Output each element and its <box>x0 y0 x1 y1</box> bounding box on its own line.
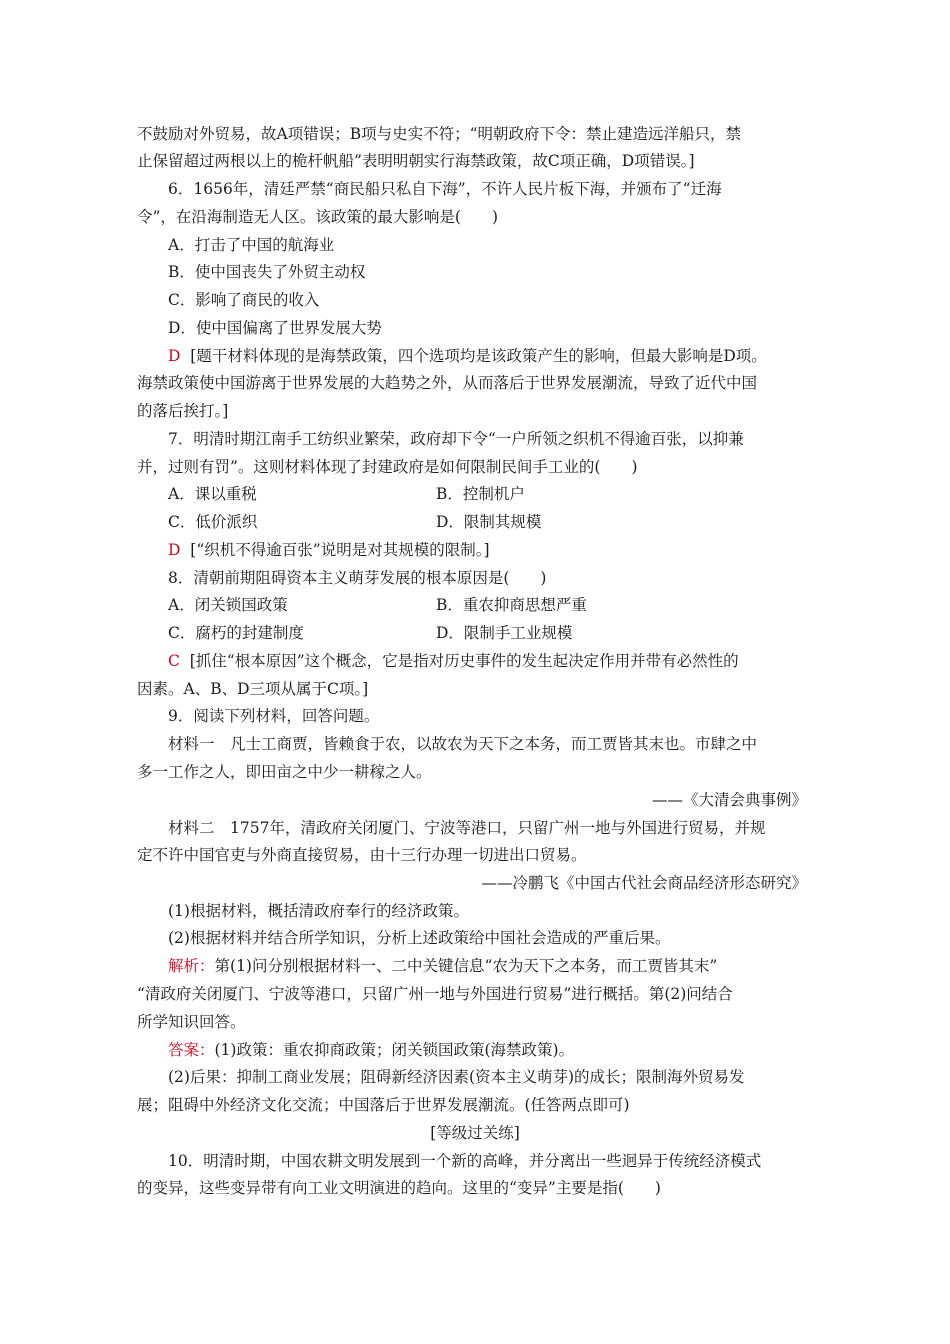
question-6-stem: 6．1656年，清廷严禁“商民船只私自下海”，不许人民片板下海，并颁布了“迁海 <box>168 180 722 198</box>
answer-line-2: (2)后果：抑制工商业发展；阻碍新经济因素(资本主义萌芽)的成长；限制海外贸易发 <box>168 1068 745 1086</box>
explanation-text: [“织机不得逾百张”说明是对其规模的限制。] <box>190 541 490 559</box>
answer-label: 答案： <box>168 1041 215 1059</box>
material-one: 材料一 凡士工商贾，皆赖食于农，以故农为天下之本务，而工贾皆其末也。市肆之中 <box>168 735 758 753</box>
analysis-text: 第(1)问分别根据材料一、二中关键信息“农为天下之本务，而工贾皆其末” <box>214 957 718 975</box>
option-a: A．课以重税 <box>168 485 257 503</box>
option-c: C．影响了商民的收入 <box>168 291 320 309</box>
text-line: 定不许中国官吏与外商直接贸易，由十三行办理一切进出口贸易。 <box>137 846 587 864</box>
answer-letter: C <box>168 652 180 670</box>
option-b: B．重农抑商思想严重 <box>436 596 587 614</box>
text-line: “清政府关闭厦门、宁波等港口，只留广州一地与外国进行贸易”进行概括。第(2)问结合 <box>137 985 733 1003</box>
text-line: 海禁政策使中国游离于世界发展的大趋势之外，从而落后于世界发展潮流，导致了近代中国 <box>137 374 758 392</box>
answer-letter: D <box>168 541 181 559</box>
analysis-line <box>168 956 848 976</box>
option-d: D．使中国偏离了世界发展大势 <box>168 319 382 337</box>
option-d: D．限制手工业规模 <box>436 624 573 642</box>
option-a: A．闭关锁国政策 <box>168 596 288 614</box>
question-10-stem: 10．明清时期，中国农耕文明发展到一个新的高峰，并分离出一些迥异于传统经济模式 <box>168 1152 762 1170</box>
explanation-line <box>168 540 848 560</box>
option-b: B．使中国丧失了外贸主动权 <box>168 263 366 281</box>
text-line: 的变异，这些变异带有向工业文明演进的趋向。这里的“变异”主要是指( ) <box>137 1179 661 1197</box>
text-line: 令”，在沿海制造无人区。该政策的最大影响是( ) <box>137 208 499 226</box>
option-d: D．限制其规模 <box>436 513 542 531</box>
explanation-text: [抓住“根本原因”这个概念，它是指对历史事件的发生起决定作用并带有必然性的 <box>189 652 739 670</box>
text-line: 的落后挨打。] <box>137 402 229 420</box>
section-heading: [等级过关练] <box>430 1124 520 1142</box>
option-a: A．打击了中国的航海业 <box>168 236 335 254</box>
sub-question-1: (1)根据材料，概括清政府奉行的经济政策。 <box>168 902 469 920</box>
answer-text: (1)政策：重农抑商政策；闭关锁国政策(海禁政策)。 <box>214 1041 575 1059</box>
question-7-stem: 7．明清时期江南手工纺织业繁荣，政府却下令“一户所领之织机不得逾百张，以抑兼 <box>168 430 744 448</box>
explanation-line <box>168 651 848 671</box>
answer-line <box>168 1040 848 1060</box>
sub-question-2: (2)根据材料并结合所学知识，分析上述政策给中国社会造成的严重后果。 <box>168 929 671 947</box>
text-line: 因素。A、B、D三项从属于C项。] <box>137 680 369 698</box>
explanation-text: [题干材料体现的是海禁政策，四个选项均是该政策产生的影响，但最大影响是D项。 <box>190 347 767 365</box>
source-citation: ——《大清会典事例》 <box>651 791 807 809</box>
material-two: 材料二 1757年，清政府关闭厦门、宁波等港口，只留广州一地与外国进行贸易，并规 <box>168 819 766 837</box>
text-line: 多一工作之人，即田亩之中少一耕稼之人。 <box>137 763 432 781</box>
source-citation: ——冷鹏飞《中国古代社会商品经济形态研究》 <box>481 874 807 892</box>
option-c: C．低价派织 <box>168 513 258 531</box>
option-b: B．控制机户 <box>436 485 525 503</box>
option-c: C．腐朽的封建制度 <box>168 624 304 642</box>
question-8-stem: 8．清朝前期阻碍资本主义萌芽发展的根本原因是( ) <box>168 569 547 587</box>
question-9-stem: 9．阅读下列材料，回答问题。 <box>168 707 380 725</box>
text-line: 并，过则有罚”。这则材料体现了封建政府是如何限制民间手工业的( ) <box>137 458 638 476</box>
text-line: 不鼓励对外贸易，故A项错误；B项与史实不符；“明朝政府下令：禁止建造远洋船只，禁 <box>137 125 742 143</box>
answer-letter: D <box>168 347 181 365</box>
text-line: 止保留超过两根以上的桅杆帆船”表明明朝实行海禁政策，故C项正确，D项错误。] <box>137 152 695 170</box>
text-line: 展；阻碍中外经济文化交流；中国落后于世界发展潮流。(任答两点即可) <box>137 1096 630 1114</box>
text-line: 所学知识回答。 <box>137 1013 246 1031</box>
analysis-label: 解析： <box>168 957 215 975</box>
explanation-line <box>168 346 848 366</box>
